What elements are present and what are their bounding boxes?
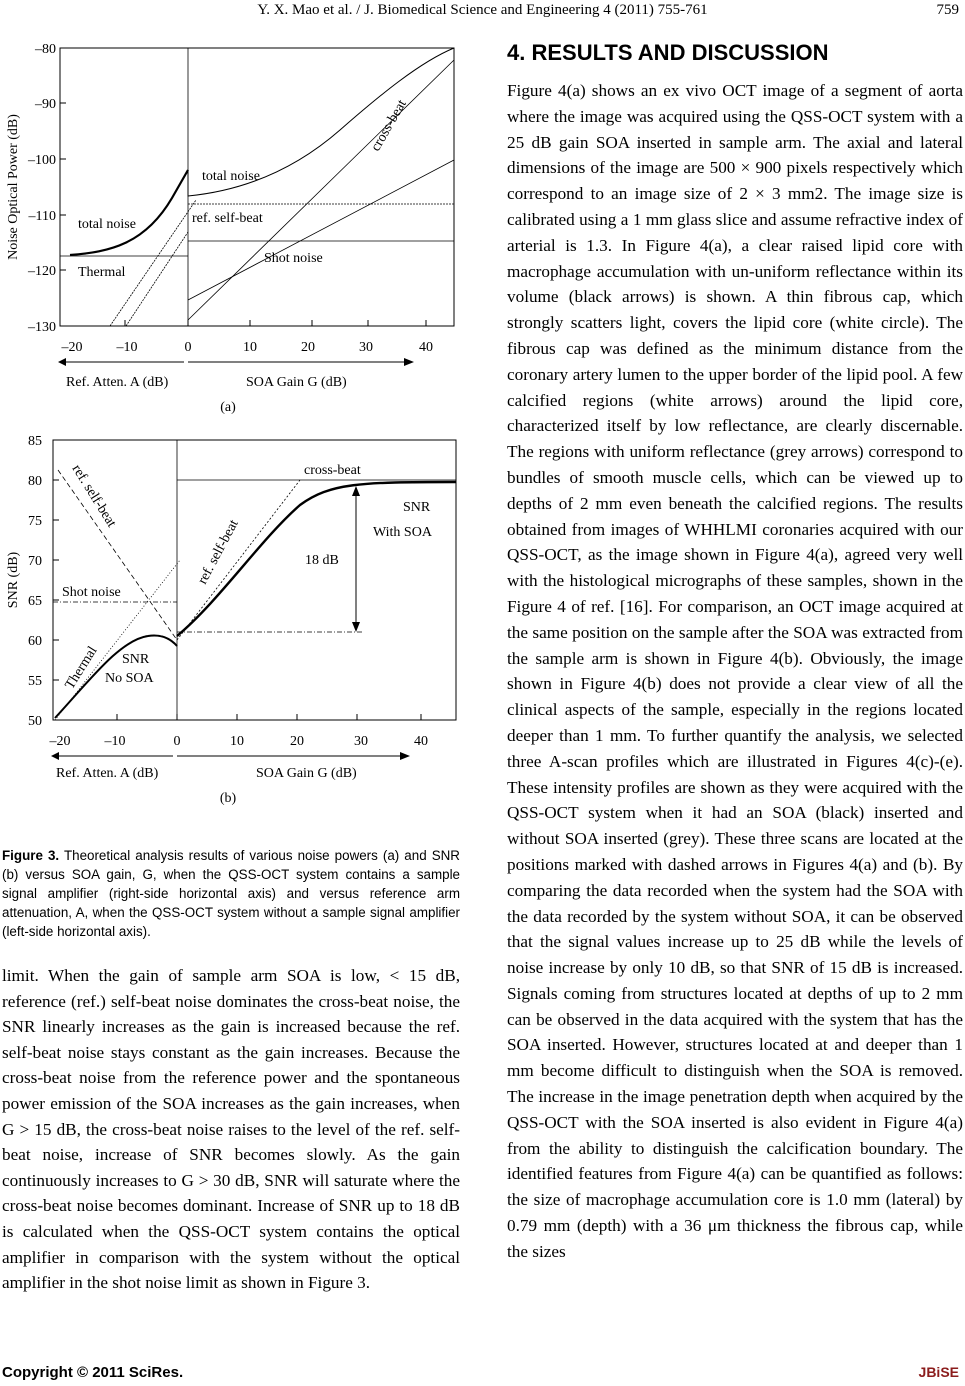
- page-number: 759: [936, 2, 959, 18]
- figure-caption: [2, 846, 460, 941]
- x-tick-a: 0: [184, 340, 192, 355]
- figure-3: [0, 0, 470, 840]
- x-tick-a: 20: [301, 340, 315, 355]
- y-tick-b: 70: [28, 554, 42, 569]
- annotation-a: total noise: [78, 217, 136, 232]
- x-tick-b: 0: [173, 734, 181, 749]
- y-tick-b: 50: [28, 714, 42, 729]
- y-tick-b: 75: [28, 514, 42, 529]
- y-tick-b: 80: [28, 474, 42, 489]
- caption-text: Theoretical analysis results of various noise powers (a) and SNR (b) versus SOA gain, G, when the QSS-OCT system contains a sample signal amplifier (right-side horizontal axis) and versus reference arm attenuation, A, when the QSS-OCT system without a sample signal amplifier (left-side horizontal axis).: [2, 848, 460, 939]
- panel-a: [6, 42, 454, 415]
- footer-copyright: Copyright © 2011 SciRes.: [2, 1364, 184, 1381]
- x-tick-b: 10: [230, 734, 244, 749]
- y-tick-a: –80: [35, 42, 56, 57]
- annotation-a: cross-beat: [368, 97, 410, 154]
- x-tick-b: 40: [414, 734, 428, 749]
- annotation-b: No SOA: [105, 671, 154, 686]
- caption-label: Figure 3.: [2, 848, 60, 863]
- right-column: [507, 40, 963, 1265]
- cross-beat-line: [188, 60, 454, 320]
- x-tick-b: –10: [104, 734, 126, 749]
- annotation-a: Shot noise: [264, 251, 323, 266]
- shot-noise-slope-a: [126, 232, 188, 326]
- left-column-body: limit. When the gain of sample arm SOA is low, < 15 dB, reference (ref.) self-beat noise dominates the cross-beat noise, the SNR linearly increases as the gain is increased because the ref. self-beat noise stays constant as the gain increases. Because the cross-beat noise from the reference power and the spontaneous power emission of the SOA increases as the gain increases, when G > 15 dB, the cross-beat noise raises to the level of the ref. self-beat noise, increase of SNR becomes slowly. As the gain continuously increases to G > 30 dB, SNR will saturate where the cross-beat noise becomes dominant. Increase of SNR up to 18 dB is calculated when the QSS-OCT system contains the optical amplifier in comparison with the system without the optical amplifier in the shot noise limit as shown in Figure 3.: [2, 966, 460, 1293]
- annotation-a: total noise: [202, 169, 260, 184]
- section-title: 4. RESULTS AND DISCUSSION: [507, 40, 829, 65]
- annotation-b: Thermal: [62, 643, 101, 693]
- annotation-b: 18 dB: [305, 553, 339, 568]
- annotation-b: cross-beat: [304, 463, 361, 478]
- ref-self-beat-dashed-b: [58, 470, 177, 640]
- annotation-b: SNR: [122, 652, 150, 667]
- y-tick-b: 65: [28, 594, 42, 609]
- panel-label-b: (b): [219, 791, 237, 806]
- annotation-b: SNR: [403, 500, 431, 515]
- x-tick-a: 10: [243, 340, 257, 355]
- y-tick-b: 55: [28, 674, 42, 689]
- panel-label-a: (a): [220, 400, 236, 415]
- y-axis-label-b: SNR (dB): [6, 551, 21, 609]
- y-tick-a: –110: [28, 209, 56, 224]
- ref-self-beat-dotted-b: [177, 480, 300, 640]
- annotation-b: ref. self-beat: [195, 517, 242, 587]
- y-tick-a: –90: [35, 97, 56, 112]
- y-tick-a: –120: [28, 264, 56, 279]
- x-tick-a: 30: [359, 340, 373, 355]
- y-tick-b: 60: [28, 634, 42, 649]
- x-axis-label-left-b: Ref. Atten. A (dB): [56, 766, 159, 781]
- y-tick-b: 85: [28, 434, 42, 449]
- y-tick-a: –130: [28, 320, 56, 335]
- x-tick-b: –20: [49, 734, 71, 749]
- running-header: Y. X. Mao et al. / J. Biomedical Science and Engineering 4 (2011) 755-761: [257, 2, 708, 18]
- total-noise-left-curve: [70, 170, 188, 255]
- right-column-body: Figure 4(a) shows an ex vivo OCT image of a segment of aorta where the image was acquired using the QSS-OCT system with a 25 dB gain SOA inserted in sample arm. The axial and lateral dimensions of the image are 500 × 900 pixels respectively which correspond to an image size of 2 × 3 mm2. The image size is calibrated using a 1 mm glass slice and assume refractive index of arterial is 1.3. In Figure 4(a), a clear raised lipid core with macrophage accumulation with un-uniform reflectance within its volume (black arrows) is shown. A thin fibrous cap, which strongly scatters light, covers the lipid core (white circle). The fibrous cap was defined as the minimum distance from the coronary artery lumen to the upper border of the lipid pool. A few calcified regions (white arrows) around the lipid core, characterized itself by low reflectance, are clearly discernable. The regions with uniform reflectance (grey arrows) correspond to bundles of smooth muscle cells, which can be viewed up to depths of 2 mm even beneath the calcified regions. The results obtained from images of WHHLMI coronaries acquired with our QSS-OCT, as the image shown in Figure 4(a), agreed very well with the histological micrographs of these samples, shown in the Figure 4 of ref. [16]. For comparison, an OCT image acquired at the same position on the sample after the SOA was extracted from the sample arm is shown in Figure 4(b). Obviously, the image shown in Figure 4(b) does not provide a clear view of all the clinical aspects of the sample, especially in the regions located deeper than 1 mm. To further quantify the analysis, we selected three A-scan profiles which are illustrated in Figures 4(c)-(e). These intensity profiles are shown as they were acquired with the QSS-OCT system when it had an SOA (black) inserted and without SOA inserted (grey). These three scans are located at the positions marked with dashed arrows in Figures 4(a) and (b). By comparing the data recorded when the system had the SOA with the data recorded by the system without SOA, it can be observed that the signal values increase up to 25 dB while the levels of noise increase by only 10 dB, so that SNR of 15 dB is increased. Signals coming from structures located at depths of up to 2 mm can be observed in the data acquired with the system that has the SOA inserted. However, structures located at and deeper than 1 mm become difficult to distinguish when the SOA is removed. The increase in the image penetration depth when acquired by the QSS-OCT with the SOA inserted is also evident in Figure 4(a) from the ability to distinguish the calcification boundary. The identified features from Figure 4(a) can be quantified as follows: the size of macrophage accumulation core is 1.0 mm (lateral) by 0.79 mm (depth) with a 36 μm thickness the fibrous cap, while the sizes: [507, 81, 963, 1261]
- x-axis-label-right-b: SOA Gain G (dB): [256, 766, 357, 781]
- x-tick-b: 30: [354, 734, 368, 749]
- annotation-a: Thermal: [78, 265, 126, 280]
- y-axis-label-a: Noise Optical Power (dB): [6, 114, 21, 260]
- plot-frame-a: [60, 48, 454, 326]
- panel-b: [6, 434, 456, 806]
- x-axis-label-right-a: SOA Gain G (dB): [246, 375, 347, 390]
- x-tick-a: 40: [419, 340, 433, 355]
- x-tick-b: 20: [290, 734, 304, 749]
- footer-journal: JBiSE: [918, 1364, 959, 1380]
- annotation-b: With SOA: [373, 525, 432, 540]
- y-tick-a: –100: [28, 153, 56, 168]
- annotation-b: ref. self-beat: [68, 462, 119, 531]
- x-tick-a: –10: [116, 340, 138, 355]
- annotation-a: ref. self-beat: [192, 211, 263, 226]
- x-axis-label-left-a: Ref. Atten. A (dB): [66, 375, 169, 390]
- annotation-b: Shot noise: [62, 585, 121, 600]
- x-tick-a: –20: [61, 340, 83, 355]
